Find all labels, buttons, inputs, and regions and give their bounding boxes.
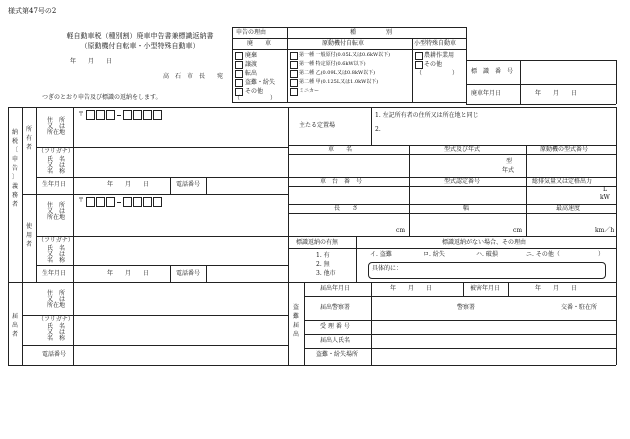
displacement-label: 総排気量又は定格出力 bbox=[532, 178, 593, 185]
liter-unit: L bbox=[603, 186, 607, 193]
owner-label: 所 有 者 bbox=[25, 126, 32, 151]
reason-checkbox[interactable] bbox=[235, 70, 243, 78]
speed-unit: km／h bbox=[595, 227, 615, 234]
special-checkbox[interactable] bbox=[415, 52, 423, 60]
motor-item: 第一種 特定原付(0.6kW以下) bbox=[299, 61, 366, 67]
postal-mark: 〒 bbox=[78, 197, 85, 204]
motor-item: ミニカー bbox=[299, 88, 320, 94]
motor-checkbox[interactable] bbox=[290, 70, 298, 78]
return-option[interactable]: 1. 有 bbox=[316, 252, 330, 259]
reason-label: 転出 bbox=[245, 70, 258, 77]
kw-unit: kW bbox=[600, 194, 610, 201]
user-phone-label: 電話番号 bbox=[176, 270, 201, 277]
reason-label: 廃棄 bbox=[245, 52, 258, 59]
speed-label: 最高速度 bbox=[556, 205, 581, 212]
motor-checkbox[interactable] bbox=[290, 88, 298, 96]
motor-checkbox[interactable] bbox=[290, 79, 298, 87]
theft-section-label: 盗 難 届 出 bbox=[292, 304, 299, 338]
no-return-label: 標識返納がない場合、その理由 bbox=[442, 239, 527, 246]
plate-date-label: 廃車年月日 bbox=[471, 90, 502, 97]
reason-label: 盗難・紛失 bbox=[245, 79, 276, 86]
no-return-reason[interactable]: ハ. 破損 bbox=[476, 251, 498, 258]
motor-header: 原動機付自転車 bbox=[322, 40, 365, 47]
reason-col-header: 廃 車 bbox=[247, 40, 272, 47]
owner-birth-value[interactable]: 年 月 日 bbox=[107, 181, 150, 188]
no-return-reason[interactable]: ニ. その他（ bbox=[526, 251, 560, 258]
theft-label: 被害年月日 bbox=[470, 285, 501, 292]
police-box: 交番・駐在所 bbox=[561, 304, 598, 311]
no-return-reason[interactable]: ロ. 紛失 bbox=[423, 251, 445, 258]
length-unit: cm bbox=[396, 227, 406, 234]
length-label: 長 さ bbox=[334, 205, 359, 212]
theft-value[interactable]: 年 月 日 bbox=[390, 285, 433, 292]
user-furigana-label: （フリガナ） bbox=[38, 237, 74, 244]
return-option[interactable]: 3. 他市 bbox=[316, 270, 336, 277]
user-name-label: 氏 名 又 は 名 称 bbox=[46, 245, 65, 264]
submission-date[interactable]: 年 月 日 bbox=[70, 58, 113, 65]
police-station: 警察署 bbox=[457, 304, 476, 311]
theft-label: 届出警察署 bbox=[320, 304, 351, 311]
owner-phone-label: 電話番号 bbox=[176, 181, 201, 188]
user-label: 使 用 者 bbox=[25, 223, 32, 248]
owner-name-label: 氏 名 又 は 名 称 bbox=[46, 156, 65, 175]
motor-checkbox[interactable] bbox=[290, 52, 298, 60]
owner-furigana-label: （フリガナ） bbox=[38, 148, 74, 155]
plate-date-value[interactable]: 年 月 日 bbox=[535, 90, 578, 97]
owner-birth-label: 生年月日 bbox=[42, 181, 67, 188]
motor-item: 第二種 乙(0.09L又は0.8kW以下) bbox=[299, 70, 376, 76]
special-item: その他 bbox=[424, 61, 443, 68]
payer-section-label: 納 税 〔 申 告 〕 義 務 者 bbox=[11, 129, 18, 208]
theft-label: 受 理 番 号 bbox=[320, 323, 350, 330]
chassis-label: 車 台 番 号 bbox=[320, 178, 363, 185]
location-item-1[interactable]: 1. 左記所有者の住所又は所在地と同じ bbox=[375, 112, 479, 119]
owner-address-label: 住 所 又 は 所在地 bbox=[46, 117, 65, 136]
notifier-furigana-label: （フリガナ） bbox=[38, 316, 74, 323]
return-label: 標識返納の有無 bbox=[296, 239, 339, 246]
width-label: 幅 bbox=[463, 205, 470, 212]
theft-label: 届出年月日 bbox=[320, 285, 351, 292]
reason-checkbox[interactable] bbox=[235, 52, 243, 60]
reason-checkbox[interactable] bbox=[235, 61, 243, 69]
motor-checkbox[interactable] bbox=[290, 61, 298, 69]
reason-label: 譲渡 bbox=[245, 61, 258, 68]
reason-label: その他 bbox=[245, 88, 264, 95]
theft-value[interactable]: 年 月 日 bbox=[535, 285, 578, 292]
special-checkbox[interactable] bbox=[415, 61, 423, 69]
special-item: 農耕作業用 bbox=[424, 52, 455, 59]
no-return-reason[interactable]: イ. 盗難 bbox=[370, 251, 392, 258]
theft-label: 届出人氏名 bbox=[320, 337, 351, 344]
special-other-paren[interactable]: （ ） bbox=[416, 70, 459, 77]
cert-label: 型式認定番号 bbox=[444, 178, 481, 185]
postal-mark: 〒 bbox=[78, 111, 85, 118]
special-header: 小型特殊自動車 bbox=[414, 40, 457, 47]
model-unit: 型 bbox=[506, 158, 513, 165]
year-unit: 年式 bbox=[502, 167, 515, 174]
vehicle-name-label: 車 名 bbox=[328, 146, 353, 153]
notifier-phone-label: 電話番号 bbox=[42, 351, 67, 358]
user-birth-label: 生年月日 bbox=[42, 270, 67, 277]
notifier-address-label: 住 所 又 は 所在地 bbox=[46, 290, 65, 309]
plate-number-label: 標 識 番 号 bbox=[471, 68, 514, 75]
model-label: 型式及び年式 bbox=[444, 146, 481, 153]
user-address-label: 住 所 又 は 所在地 bbox=[46, 202, 65, 221]
return-option[interactable]: 2. 無 bbox=[316, 261, 330, 268]
kind-header: 種 別 bbox=[350, 29, 393, 36]
addressee: 高 石 市 長 宛 bbox=[163, 73, 224, 80]
user-birth-value[interactable]: 年 月 日 bbox=[107, 270, 150, 277]
notifier-name-label: 氏 名 又 は 名 称 bbox=[46, 323, 65, 342]
location-label: 主たる定置場 bbox=[299, 122, 336, 129]
specific-label: 具体的に： bbox=[372, 265, 403, 272]
motor-item: 第一種 一般原付(0.05L又は0.6kW以下) bbox=[299, 52, 391, 58]
reason-checkbox[interactable] bbox=[235, 79, 243, 87]
width-unit: cm bbox=[513, 227, 523, 234]
form-number: 様式第47号の2 bbox=[8, 7, 57, 15]
notifier-label: 届 出 者 bbox=[11, 313, 18, 338]
reason-other-paren[interactable]: （ ） bbox=[234, 95, 277, 102]
form-title: 軽自動車税（種別割）廃車申告書兼標識返納書 bbox=[66, 32, 214, 40]
form-subtitle: （原動機付自転車・小型特殊自動車） bbox=[80, 42, 200, 50]
theft-label: 盗難・紛失場所 bbox=[316, 351, 359, 358]
location-item-2[interactable]: 2. bbox=[375, 126, 381, 133]
motor-item: 第二種 甲(0.125L又は1.0kW以下) bbox=[299, 79, 379, 85]
intro-text: つぎのとおり申告及び標識の返納をします。 bbox=[42, 94, 162, 101]
no-return-close: ） bbox=[598, 251, 605, 258]
engine-model-label: 原動機の型式番号 bbox=[540, 146, 589, 153]
reason-header: 申告の理由 bbox=[236, 29, 267, 36]
